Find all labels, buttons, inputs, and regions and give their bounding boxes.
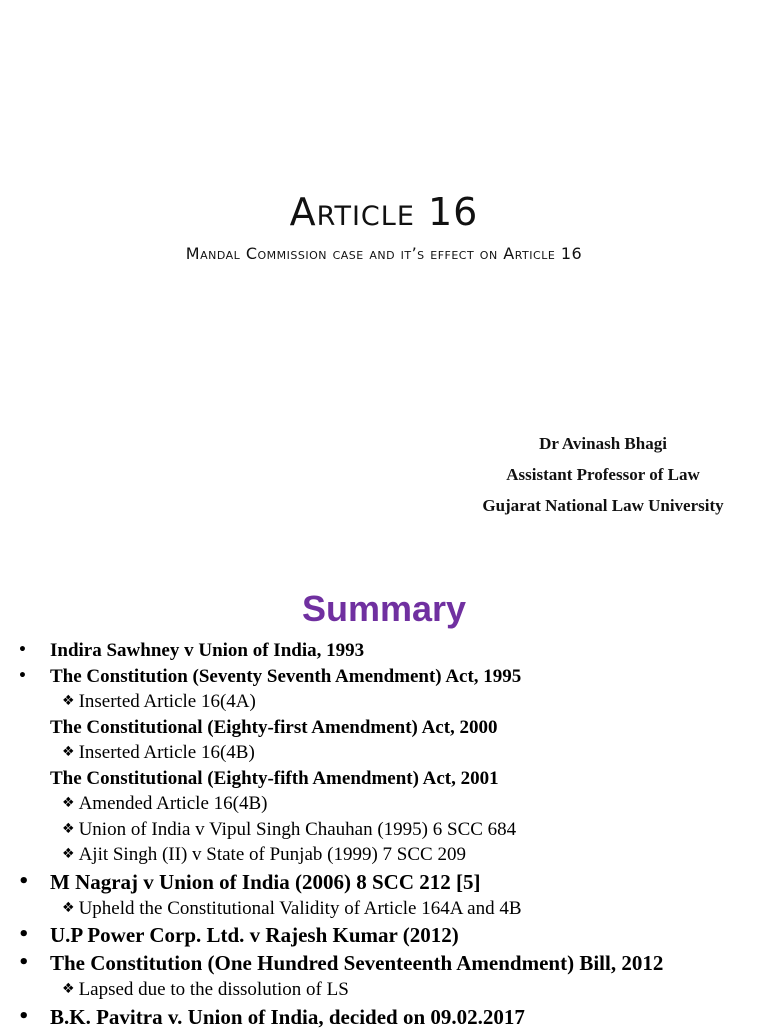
list-item-text: Indira Sawhney v Union of India, 1993 xyxy=(50,640,365,661)
list-item xyxy=(0,923,768,951)
sub-list-item xyxy=(0,691,768,717)
diamond-bullet-icon: ❖ xyxy=(62,795,75,811)
list-item xyxy=(0,870,768,898)
author-name: Dr Avinash Bhagi xyxy=(539,434,667,453)
bullet-icon: • xyxy=(18,952,30,973)
sub-list-item xyxy=(0,819,768,845)
list-item xyxy=(0,768,768,794)
list-item-text: The Constitution (Seventy Seventh Amendment) Act, 1995 xyxy=(50,665,522,687)
list-item xyxy=(0,1005,768,1033)
sub-list-item xyxy=(0,898,768,924)
sub-list-item xyxy=(0,844,768,870)
diamond-bullet-icon: ❖ xyxy=(62,899,75,916)
sub-list-item xyxy=(0,979,768,1005)
list-item-text: M Nagraj v Union of India (2006) 8 SCC 212 [5] xyxy=(50,869,481,894)
list-item-text: The Constitutional (Eighty-first Amendment) Act, 2000 xyxy=(50,716,498,738)
list-item-text: Ajit Singh (II) v State of Punjab (1999) 7 SCC 209 xyxy=(78,844,466,865)
diamond-bullet-icon: ❖ xyxy=(62,820,75,837)
author-institution: Gujarat National Law University xyxy=(482,496,724,515)
author-role: Assistant Professor of Law xyxy=(506,465,700,484)
list-item-text: Inserted Article 16(4A) xyxy=(78,691,256,712)
list-item xyxy=(0,640,768,666)
list-item-text: Inserted Article 16(4B) xyxy=(78,742,255,763)
list-item-text: Lapsed due to the dissolution of LS xyxy=(78,979,349,1000)
list-item xyxy=(0,717,768,743)
summary-title: Summary xyxy=(301,588,467,629)
diamond-bullet-icon: ❖ xyxy=(62,744,75,760)
list-item xyxy=(0,666,768,692)
sub-list-item xyxy=(0,793,768,819)
diamond-bullet-icon: ❖ xyxy=(62,846,75,862)
slide-subtitle: Mandal Commission case and it’s effect on Article 16 xyxy=(185,244,583,263)
bullet-icon: • xyxy=(18,667,27,684)
list-item-text: The Constitution (One Hundred Seventeenth Amendment) Bill, 2012 xyxy=(50,951,664,975)
list-item-text: U.P Power Corp. Ltd. v Rajesh Kumar (2012) xyxy=(50,923,459,947)
summary-slide xyxy=(0,570,768,1029)
bullet-icon: • xyxy=(18,924,30,945)
bullet-icon: • xyxy=(18,1005,30,1027)
sub-list-item xyxy=(0,742,768,768)
list-item-text: B.K. Pavitra v. Union of India, decided on 09.02.2017 xyxy=(50,1004,525,1029)
summary-list xyxy=(0,640,768,1033)
bullet-icon: • xyxy=(18,642,27,658)
list-item-text: Amended Article 16(4B) xyxy=(78,793,268,814)
diamond-bullet-icon: ❖ xyxy=(62,981,75,997)
list-item-text: Union of India v Vipul Singh Chauhan (1995) 6 SCC 684 xyxy=(78,818,517,840)
bullet-icon: • xyxy=(18,870,30,892)
list-item-text: Upheld the Constitutional Validity of Article 164A and 4B xyxy=(78,897,522,919)
diamond-bullet-icon: ❖ xyxy=(62,693,75,709)
list-item xyxy=(0,951,768,979)
list-item-text: The Constitutional (Eighty-fifth Amendment) Act, 2001 xyxy=(50,767,499,789)
slide-title: Article 16 xyxy=(289,190,479,234)
